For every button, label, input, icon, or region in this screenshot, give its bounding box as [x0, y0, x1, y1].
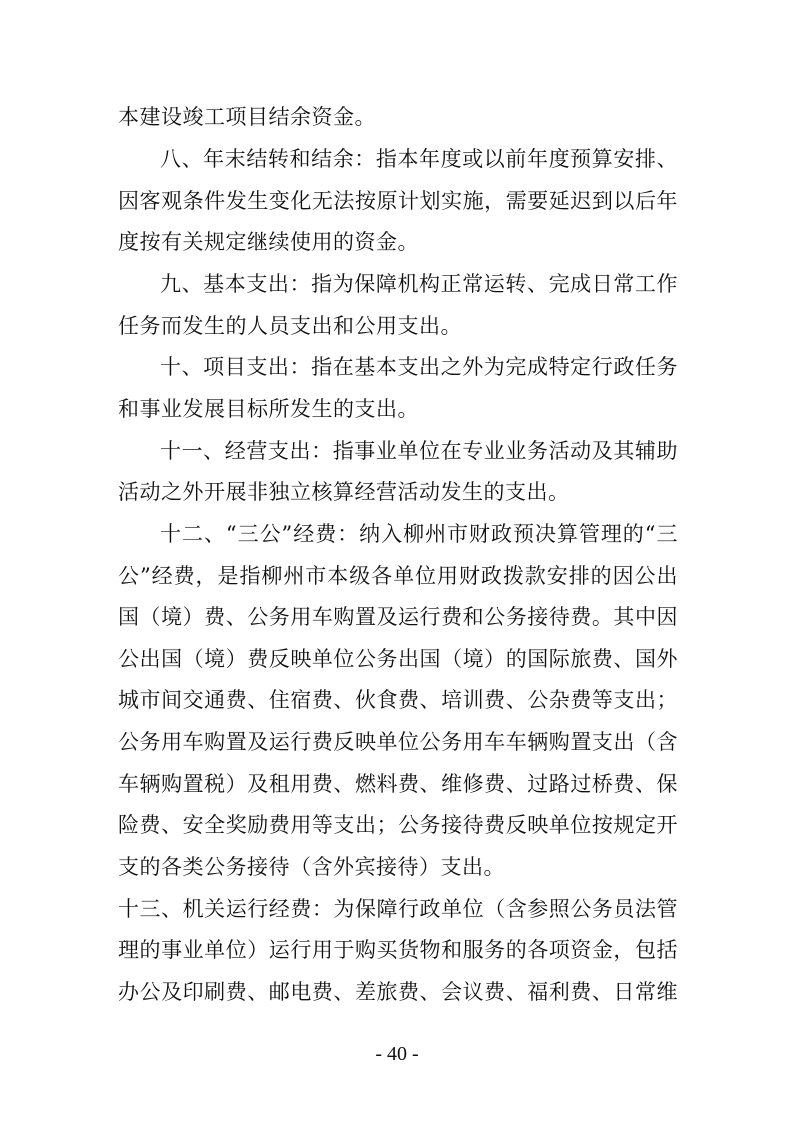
text-line: 理的事业单位）运行用于购买货物和服务的各项资金，包括	[118, 938, 678, 962]
text-line: 八、年末结转和结余：指本年度或以前年度预算安排、	[160, 147, 678, 171]
text-line: 险费、安全奖励费用等支出；公务接待费反映单位按规定开	[118, 813, 678, 837]
text-line: 本建设竣工项目结余资金。	[118, 105, 376, 129]
text-line: 十二、“三公”经费：纳入柳州市财政预决算管理的“三	[160, 522, 678, 546]
text-line: 任务而发生的人员支出和公用支出。	[118, 314, 462, 338]
text-line: 和事业发展目标所发生的支出。	[118, 397, 419, 421]
text-line: 公务用车购置及运行费反映单位公务用车车辆购置支出（含	[118, 730, 678, 754]
text-line: 度按有关规定继续使用的资金。	[118, 230, 419, 254]
text-line: 城市间交通费、住宿费、伙食费、培训费、公杂费等支出；	[118, 688, 678, 712]
text-line: 十一、经营支出：指事业单位在专业业务活动及其辅助	[160, 439, 678, 463]
text-line: 九、基本支出：指为保障机构正常运转、完成日常工作	[160, 272, 678, 296]
text-line: 十三、机关运行经费：为保障行政单位（含参照公务员法管	[118, 897, 678, 921]
text-line: 公”经费，是指柳州市本级各单位用财政拨款安排的因公出	[118, 564, 678, 588]
text-line: 办公及印刷费、邮电费、差旅费、会议费、福利费、日常维	[118, 980, 678, 1004]
text-line: 十、项目支出：指在基本支出之外为完成特定行政任务	[160, 355, 678, 379]
text-line: 活动之外开展非独立核算经营活动发生的支出。	[118, 480, 570, 504]
text-line: 车辆购置税）及租用费、燃料费、维修费、过路过桥费、保	[118, 772, 678, 796]
text-line: 支的各类公务接待（含外宾接待）支出。	[118, 855, 505, 879]
page-number: - 40 -	[375, 1043, 419, 1065]
text-line: 国（境）费、公务用车购置及运行费和公务接待费。其中因	[118, 605, 678, 629]
text-line: 因客观条件发生变化无法按原计划实施，需要延迟到以后年	[118, 189, 678, 213]
text-line: 公出国（境）费反映单位公务出国（境）的国际旅费、国外	[118, 647, 678, 671]
